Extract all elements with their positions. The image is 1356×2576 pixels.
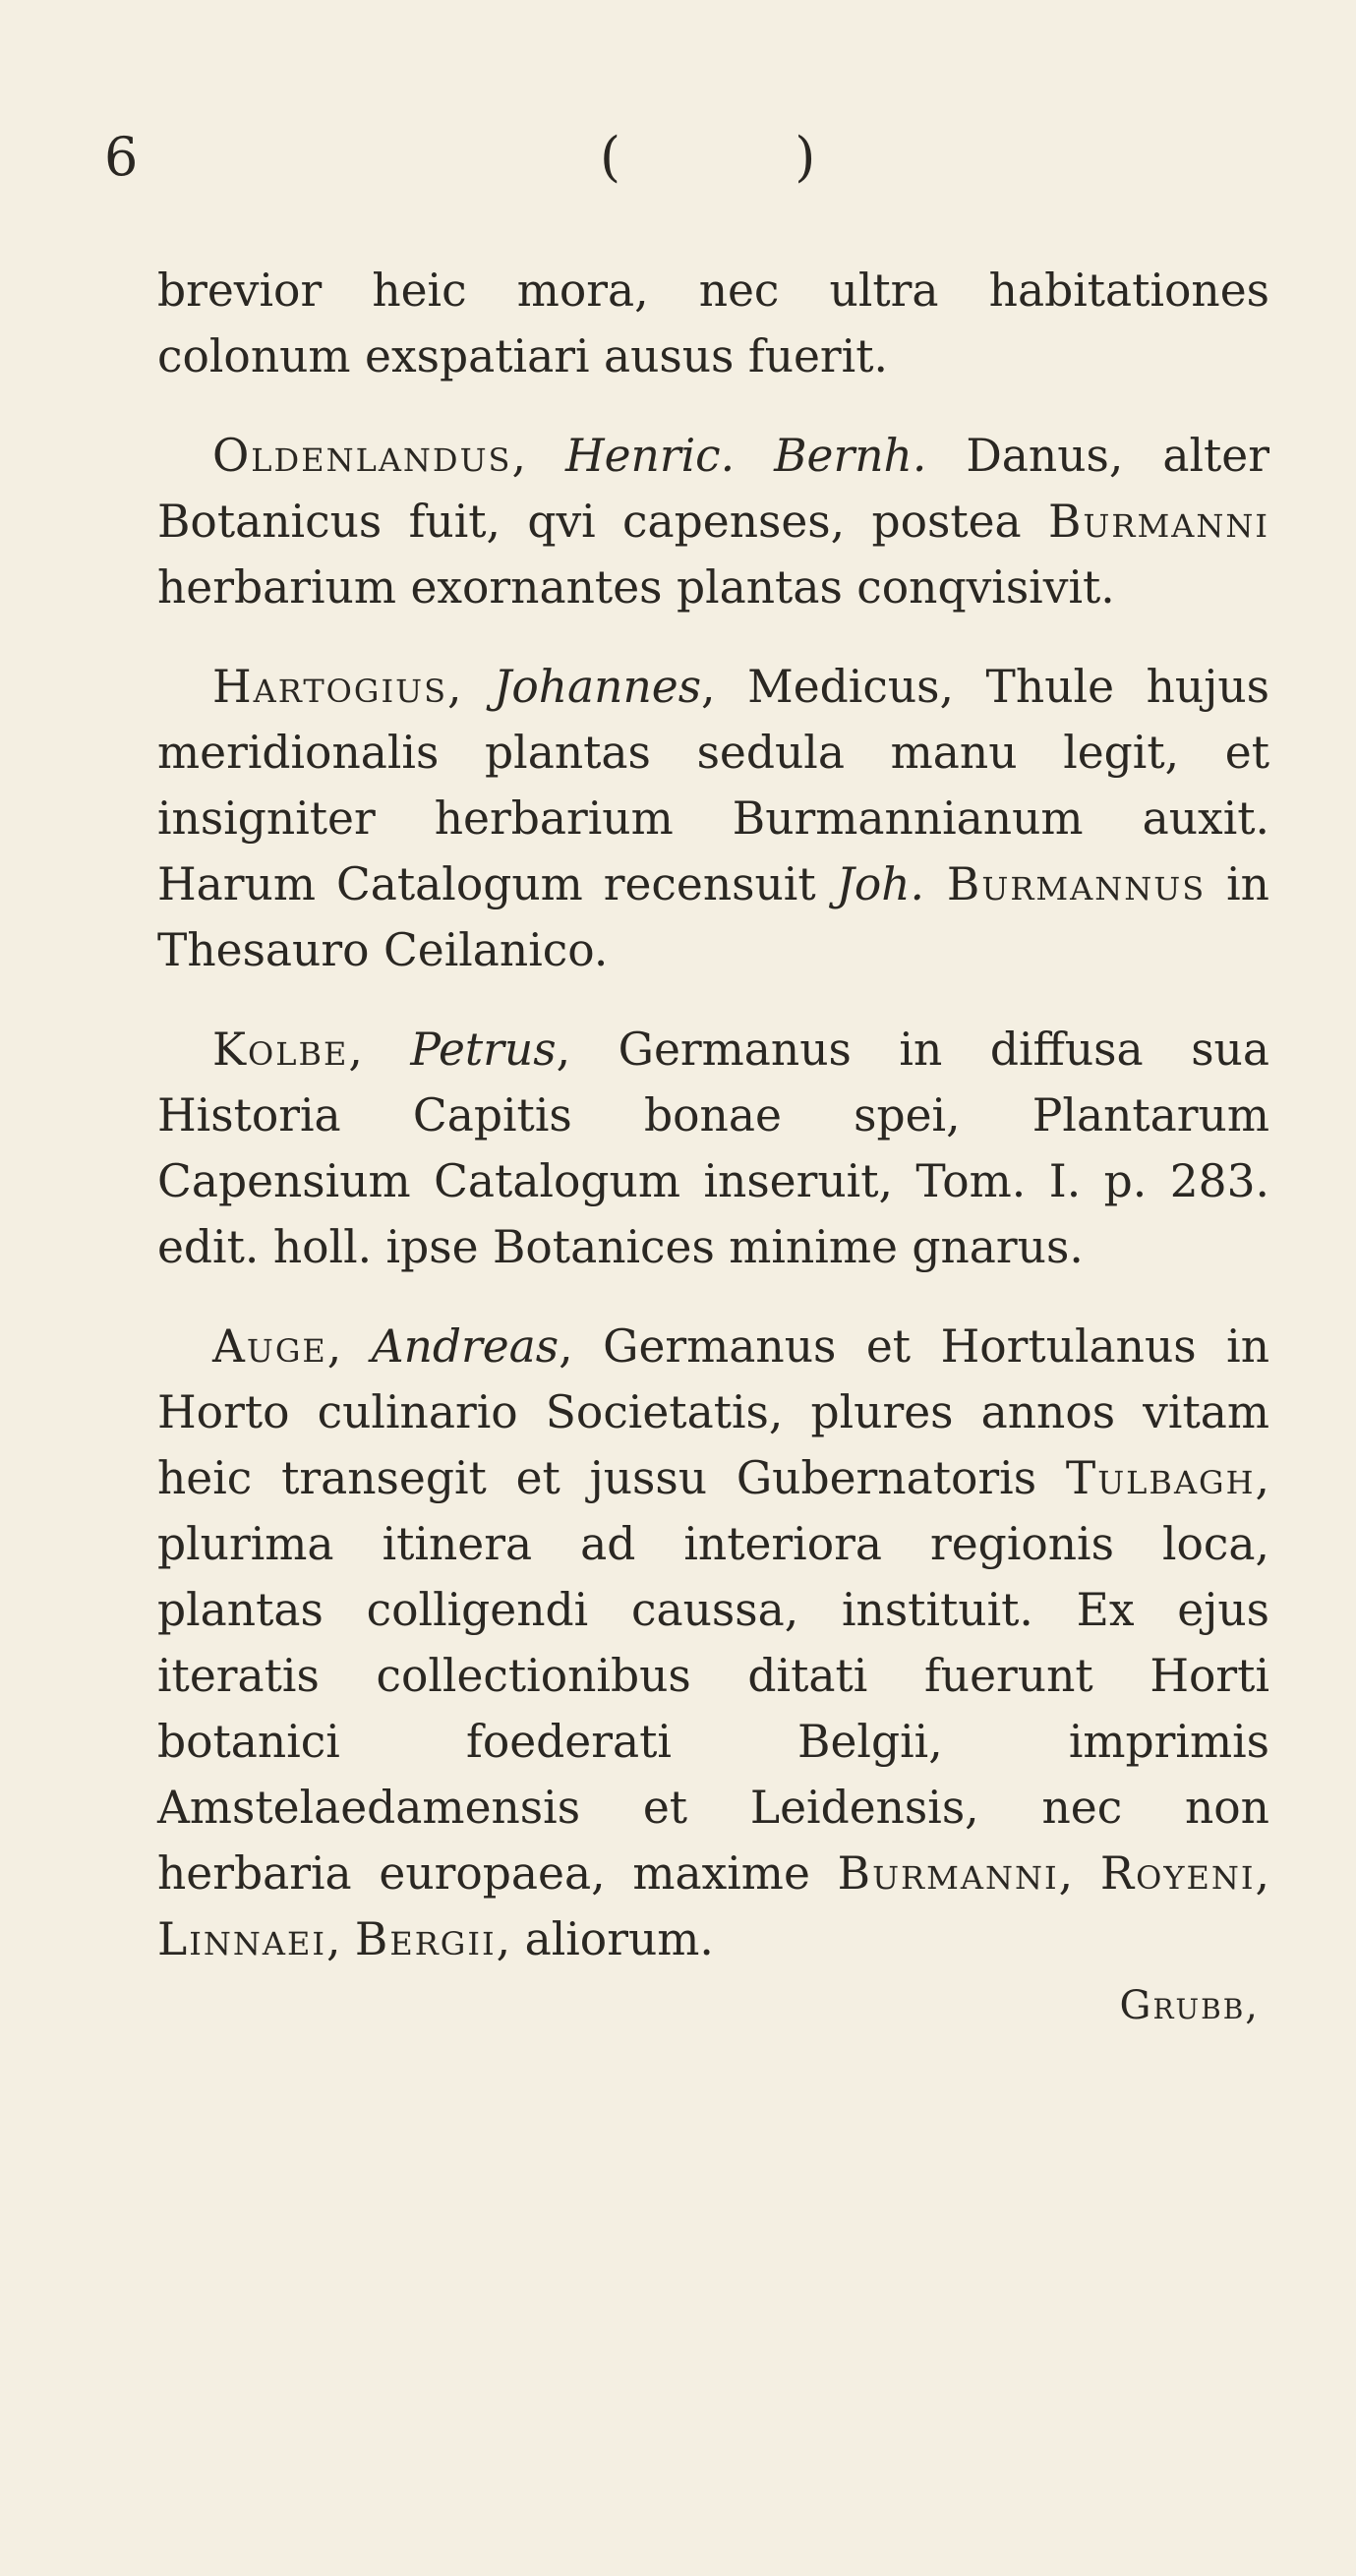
- header-parentheses: ( ): [600, 126, 895, 188]
- page-number: 6: [104, 126, 139, 188]
- separator: ,: [1058, 1847, 1100, 1900]
- entry-text: , plurima itinera ad interiora regionis loca, plantas colligendi caussa, instituit. Ex ejus iteratis collectionibus ditati fuerunt Horti botanici foederati Belgii, imprimis Amstelaedamensis et Leidensis, nec non herbaria europaea, maxime: [157, 1452, 1269, 1900]
- name-reference: Royeni: [1099, 1847, 1256, 1900]
- separator: ,: [348, 1024, 411, 1076]
- given-name: Johannes: [494, 661, 702, 713]
- entry-name: Kolbe: [212, 1024, 349, 1076]
- entry-text: in Thesauro Ceilanico.: [157, 858, 1269, 976]
- body-text: [157, 258, 1269, 1972]
- separator: ,: [325, 1913, 355, 1965]
- entry-oldenlandus: [157, 423, 1269, 620]
- entry-name: Oldenlandus: [212, 430, 512, 482]
- given-name: Andreas: [371, 1320, 560, 1373]
- entry-name: Hartogius: [212, 661, 447, 713]
- separator: ,: [511, 430, 565, 482]
- entry-text: , aliorum.: [496, 1913, 714, 1965]
- given-name: Joh.: [836, 858, 924, 910]
- running-head: [104, 118, 1269, 197]
- name-reference: Tulbagh: [1065, 1452, 1256, 1504]
- given-name: Petrus: [410, 1024, 557, 1076]
- entry-text: Danus, alter Botanicus fuit, qvi capenses, postea: [157, 430, 1269, 548]
- separator: ,: [326, 1320, 372, 1373]
- entry-name: Auge: [212, 1320, 327, 1373]
- entry-text: , Medicus, Thule hujus meridionalis plantas sedula manu legit, et insigniter herbarium Burmannianum auxit. Harum Catalogum recensuit: [157, 661, 1269, 910]
- entry-auge: [157, 1314, 1269, 1972]
- given-name: Henric. Bernh.: [564, 430, 927, 482]
- name-reference: Burmanni: [1047, 496, 1269, 548]
- paragraph-continuation: [157, 258, 1269, 389]
- separator: ,: [447, 661, 495, 713]
- name-reference: Burmannus: [923, 858, 1207, 910]
- separator: ,: [1255, 1847, 1269, 1900]
- entry-hartogius: [157, 654, 1269, 983]
- name-reference: Burmanni: [837, 1847, 1059, 1900]
- paragraph-text: brevior heic mora, nec ultra habitationes colonum exspatiari ausus fuerit.: [157, 264, 1269, 382]
- entry-text: herbarium exornantes plantas conqvisivit.: [157, 561, 1115, 614]
- catchword: Grubb,: [1119, 1983, 1260, 2028]
- entry-kolbe: [157, 1017, 1269, 1280]
- entry-text: , Germanus et Hortulanus in Horto culinario Societatis, plures annos vitam heic transegit et jussu Gubernatoris: [157, 1320, 1269, 1504]
- name-reference: Bergii: [354, 1913, 497, 1965]
- name-reference: Linnaei: [157, 1913, 326, 1965]
- entry-text: , Germanus in diffusa sua Historia Capitis bonae spei, Plantarum Capensium Catalogum inseruit, Tom. I. p. 283. edit. holl. ipse Botanices minime gnarus.: [157, 1024, 1269, 1273]
